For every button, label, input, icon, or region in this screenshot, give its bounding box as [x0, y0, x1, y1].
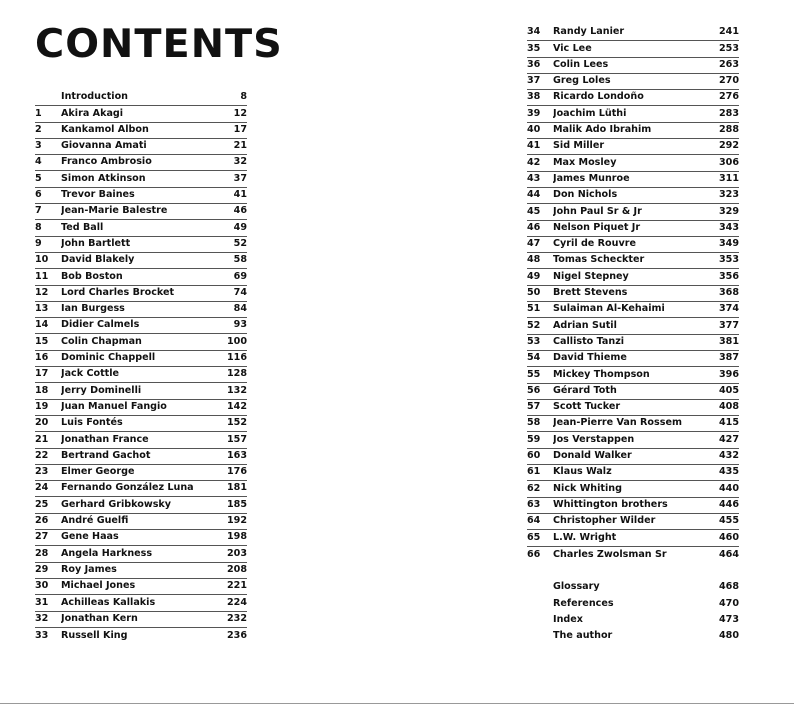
- toc-entry: [527, 286, 739, 302]
- toc-entry-name: L.W. Wright: [553, 531, 617, 543]
- toc-entry-page: 323: [718, 189, 739, 201]
- toc-entry-num: 7: [35, 205, 42, 217]
- toc-entry-page: 116: [226, 352, 247, 364]
- toc-entry-num: 29: [35, 563, 49, 575]
- toc-entry-name: Jonathan France: [61, 433, 149, 445]
- toc-entry-num: 61: [527, 466, 541, 478]
- toc-entry-name: Mickey Thompson: [553, 368, 650, 380]
- toc-entry-page: 460: [718, 531, 739, 543]
- toc-entry-name: Adrian Sutil: [553, 319, 617, 331]
- toc-entry: [527, 58, 739, 74]
- toc-entry-num: 40: [527, 124, 541, 136]
- toc-entry-page: 17: [233, 123, 247, 135]
- toc-entry-num: 8: [35, 221, 42, 233]
- spacer: [527, 563, 739, 579]
- toc-entry-name: John Paul Sr & Jr: [553, 205, 642, 217]
- toc-entry-name: Callisto Tanzi: [553, 335, 625, 347]
- toc-entry: [527, 221, 739, 237]
- toc-entry-num: 44: [527, 189, 541, 201]
- toc-entry: [527, 579, 739, 595]
- toc-entry-page: 464: [718, 548, 739, 560]
- toc-entry: [35, 400, 247, 416]
- toc-entry: [527, 628, 739, 644]
- toc-entry-name: Klaus Walz: [553, 466, 612, 478]
- toc-entry-num: 45: [527, 205, 541, 217]
- toc-entry: [527, 74, 739, 90]
- toc-entry-page: 470: [718, 597, 739, 609]
- toc-entry-page: 356: [718, 270, 739, 282]
- toc-entry-num: 25: [35, 498, 49, 510]
- toc-entry-page: 405: [718, 384, 739, 396]
- toc-entry-name: Vic Lee: [553, 42, 592, 54]
- toc-entry-name: Gene Haas: [61, 531, 119, 543]
- toc-entry-num: 4: [35, 156, 42, 168]
- toc-entry-num: 28: [35, 547, 49, 559]
- toc-entry-page: 221: [226, 580, 247, 592]
- toc-entry-page: 306: [718, 156, 739, 168]
- toc-entry-num: 50: [527, 287, 541, 299]
- toc-entry-page: 157: [226, 433, 247, 445]
- toc-entry: [527, 188, 739, 204]
- toc-entry-page: 163: [226, 449, 247, 461]
- toc-entry-name: Bertrand Gachot: [61, 449, 151, 461]
- toc-entry-num: 15: [35, 335, 49, 347]
- toc-entry: [35, 416, 247, 432]
- toc-entry-num: 53: [527, 335, 541, 347]
- toc-entry-page: 69: [233, 270, 247, 282]
- toc-entry-num: 14: [35, 319, 49, 331]
- toc-entry-page: 349: [718, 238, 739, 250]
- toc-entry-page: 236: [226, 630, 247, 642]
- toc-left-column: [35, 90, 247, 644]
- toc-entry-num: 62: [527, 482, 541, 494]
- toc-entry-page: 32: [233, 156, 247, 168]
- toc-entry-name: References: [553, 597, 614, 609]
- toc-entry-page: 468: [718, 581, 739, 593]
- toc-entry-page: 224: [226, 596, 247, 608]
- toc-entry-num: 63: [527, 498, 541, 510]
- page-bottom-divider: [0, 703, 794, 704]
- toc-entry-page: 132: [226, 384, 247, 396]
- toc-entry: [527, 595, 739, 611]
- toc-entry-name: Joachim Lüthi: [553, 107, 627, 119]
- toc-entry-page: 84: [233, 303, 247, 315]
- toc-entry-name: Index: [553, 613, 583, 625]
- toc-entry: [527, 172, 739, 188]
- toc-entry-name: John Bartlett: [61, 237, 131, 249]
- toc-entry: [35, 628, 247, 644]
- toc-entry-num: 27: [35, 531, 49, 543]
- toc-entry-num: 30: [35, 580, 49, 592]
- toc-entry-num: 34: [527, 26, 541, 38]
- toc-entry-num: 47: [527, 238, 541, 250]
- toc-entry: [527, 155, 739, 171]
- toc-entry-page: 152: [226, 417, 247, 429]
- toc-entry-name: Ricardo Londoño: [553, 91, 644, 103]
- toc-entry-num: 2: [35, 123, 42, 135]
- toc-entry-name: Tomas Scheckter: [553, 254, 645, 266]
- toc-entry-num: 36: [527, 58, 541, 70]
- toc-entry: [35, 220, 247, 236]
- toc-entry-num: 39: [527, 107, 541, 119]
- toc-entry: [527, 41, 739, 57]
- toc-right-column: [527, 25, 739, 644]
- toc-entry-name: Elmer George: [61, 466, 135, 478]
- toc-entry: [527, 400, 739, 416]
- toc-entry-num: 18: [35, 384, 49, 396]
- toc-entry-page: 329: [718, 205, 739, 217]
- toc-entry-name: James Munroe: [553, 172, 630, 184]
- toc-entry-name: Ian Burgess: [61, 303, 125, 315]
- toc-entry: [527, 90, 739, 106]
- toc-entry-num: 37: [527, 75, 541, 87]
- toc-entry: [527, 123, 739, 139]
- toc-entry: [35, 302, 247, 318]
- toc-entry: [35, 514, 247, 530]
- toc-entry-name: Gérard Toth: [553, 384, 617, 396]
- toc-entry-name: Kankamol Albon: [61, 123, 149, 135]
- toc-entry-page: 198: [226, 531, 247, 543]
- toc-entry: [35, 351, 247, 367]
- toc-entry-name: Fernando González Luna: [61, 482, 194, 494]
- toc-entry-num: 64: [527, 515, 541, 527]
- toc-entry-page: 21: [233, 140, 247, 152]
- toc-entry-page: 203: [226, 547, 247, 559]
- toc-entry: [527, 25, 739, 41]
- toc-entry-page: 142: [226, 400, 247, 412]
- toc-entry-num: 54: [527, 352, 541, 364]
- toc-entry: [35, 595, 247, 611]
- toc-entry-page: 176: [226, 466, 247, 478]
- toc-entry: [527, 351, 739, 367]
- toc-entry-name: Roy James: [61, 563, 117, 575]
- toc-entry: [527, 547, 739, 563]
- toc-entry-num: 16: [35, 352, 49, 364]
- toc-entry-page: 446: [718, 498, 739, 510]
- toc-entry-name: David Thieme: [553, 352, 627, 364]
- toc-entry: [35, 497, 247, 513]
- toc-entry-name: Don Nichols: [553, 189, 618, 201]
- toc-entry: [35, 286, 247, 302]
- toc-entry: [35, 481, 247, 497]
- toc-entry-num: 10: [35, 254, 49, 266]
- toc-entry: [527, 465, 739, 481]
- toc-entry-num: 49: [527, 270, 541, 282]
- toc-entry-name: Max Mosley: [553, 156, 617, 168]
- toc-entry-name: Gerhard Gribkowsky: [61, 498, 172, 510]
- toc-entry: [35, 432, 247, 448]
- toc-entry: [35, 546, 247, 562]
- toc-entry-page: 270: [718, 75, 739, 87]
- toc-entry: [527, 204, 739, 220]
- toc-back-matter: [527, 579, 739, 644]
- toc-entry-num: 60: [527, 450, 541, 462]
- toc-entry: [35, 253, 247, 269]
- toc-entry-num: 21: [35, 433, 49, 445]
- toc-entry-name: Lord Charles Brocket: [61, 286, 175, 298]
- toc-entry-page: 292: [718, 140, 739, 152]
- toc-entry: [35, 449, 247, 465]
- toc-entry-page: 381: [718, 335, 739, 347]
- toc-entry-page: 208: [226, 563, 247, 575]
- toc-entry-num: 66: [527, 548, 541, 560]
- toc-entry-page: 396: [718, 368, 739, 380]
- toc-entry-num: 6: [35, 189, 42, 201]
- toc-entry-page: 283: [718, 107, 739, 119]
- toc-entry: [35, 123, 247, 139]
- toc-entry-num: 19: [35, 400, 49, 412]
- toc-entry-page: 276: [718, 91, 739, 103]
- toc-entry-name: Didier Calmels: [61, 319, 140, 331]
- toc-entry-page: 455: [718, 515, 739, 527]
- toc-entry-page: 432: [718, 450, 739, 462]
- toc-entry-num: 43: [527, 172, 541, 184]
- toc-entry-num: 9: [35, 237, 42, 249]
- toc-entry: [35, 579, 247, 595]
- toc-entry: [527, 612, 739, 628]
- toc-entry-page: 41: [233, 189, 247, 201]
- toc-entry-name: Jack Cottle: [61, 368, 120, 380]
- toc-entry-page: 473: [718, 613, 739, 625]
- toc-entry-name: Sid Miller: [553, 140, 605, 152]
- toc-entry-page: 311: [718, 172, 739, 184]
- toc-entry-page: 377: [718, 319, 739, 331]
- toc-entry-page: 374: [718, 303, 739, 315]
- toc-entry-page: 408: [718, 401, 739, 413]
- toc-entry-name: Scott Tucker: [553, 401, 621, 413]
- toc-entry-num: 59: [527, 433, 541, 445]
- toc-entry-num: 17: [35, 368, 49, 380]
- toc-entry: [527, 269, 739, 285]
- toc-entry: [35, 188, 247, 204]
- toc-entry: [527, 416, 739, 432]
- toc-entry-page: 181: [226, 482, 247, 494]
- toc-entry-name: Trevor Baines: [61, 189, 135, 201]
- toc-entry-name: Malik Ado Ibrahim: [553, 124, 652, 136]
- toc-entry-page: 368: [718, 287, 739, 299]
- toc-entry-name: Jean-Pierre Van Rossem: [553, 417, 682, 429]
- toc-entry-num: 23: [35, 466, 49, 478]
- toc-entry-name: Russell King: [61, 630, 128, 642]
- toc-entry-name: Franco Ambrosio: [61, 156, 152, 168]
- toc-entry-page: 37: [233, 172, 247, 184]
- toc-entry-page: 253: [718, 42, 739, 54]
- toc-entry-name: Christopher Wilder: [553, 515, 656, 527]
- toc-entry-page: 49: [233, 221, 247, 233]
- toc-entry: [35, 90, 247, 106]
- toc-entry-page: 263: [718, 58, 739, 70]
- toc-entry-page: 58: [233, 254, 247, 266]
- toc-entry-page: 343: [718, 221, 739, 233]
- toc-entry-num: 52: [527, 319, 541, 331]
- toc-entry-name: Introduction: [61, 91, 128, 103]
- toc-entry-num: 57: [527, 401, 541, 413]
- toc-entry: [35, 367, 247, 383]
- toc-entry-page: 52: [233, 237, 247, 249]
- toc-entry-num: 46: [527, 221, 541, 233]
- toc-entry-name: Ted Ball: [61, 221, 104, 233]
- toc-entry-num: 22: [35, 449, 49, 461]
- toc-entry-num: 38: [527, 91, 541, 103]
- toc-entry-page: 435: [718, 466, 739, 478]
- toc-entry-page: 288: [718, 124, 739, 136]
- toc-entry-name: Colin Chapman: [61, 335, 142, 347]
- toc-entry-name: Jerry Dominelli: [61, 384, 142, 396]
- toc-entry-num: 55: [527, 368, 541, 380]
- toc-entry-page: 427: [718, 433, 739, 445]
- toc-entry-name: Nelson Piquet Jr: [553, 221, 641, 233]
- toc-entry-name: Jonathan Kern: [61, 612, 138, 624]
- toc-entry-name: Simon Atkinson: [61, 172, 146, 184]
- toc-entry-page: 241: [718, 26, 739, 38]
- toc-entry-name: Greg Loles: [553, 75, 611, 87]
- toc-entry-page: 12: [233, 107, 247, 119]
- toc-entry-name: Colin Lees: [553, 58, 609, 70]
- toc-entry-num: 20: [35, 417, 49, 429]
- toc-entry-name: Akira Akagi: [61, 107, 124, 119]
- toc-entry: [527, 106, 739, 122]
- toc-entry-num: 13: [35, 303, 49, 315]
- toc-entry-num: 26: [35, 515, 49, 527]
- toc-entry-page: 440: [718, 482, 739, 494]
- toc-entry-num: 48: [527, 254, 541, 266]
- toc-entry: [35, 530, 247, 546]
- toc-entry-num: 51: [527, 303, 541, 315]
- toc-entry-num: 33: [35, 630, 49, 642]
- toc-entry: [527, 498, 739, 514]
- toc-entry-num: 3: [35, 140, 42, 152]
- toc-entry-name: Bob Boston: [61, 270, 123, 282]
- toc-entry-page: 100: [226, 335, 247, 347]
- toc-entry: [527, 530, 739, 546]
- toc-entry-page: 74: [233, 286, 247, 298]
- toc-entry-name: Whittington brothers: [553, 498, 668, 510]
- toc-entry: [527, 237, 739, 253]
- toc-entry: [527, 432, 739, 448]
- toc-entry: [527, 335, 739, 351]
- toc-entry-name: Charles Zwolsman Sr: [553, 548, 667, 560]
- toc-entry: [35, 612, 247, 628]
- toc-entry-page: 232: [226, 612, 247, 624]
- toc-entry: [35, 465, 247, 481]
- toc-entry-num: 1: [35, 107, 42, 119]
- toc-entry-page: 415: [718, 417, 739, 429]
- toc-entry-page: 128: [226, 368, 247, 380]
- toc-entry-num: 41: [527, 140, 541, 152]
- toc-entry-num: 12: [35, 286, 49, 298]
- toc-entry: [35, 204, 247, 220]
- toc-entry-name: Jos Verstappen: [553, 433, 635, 445]
- toc-entry-name: Luis Fontés: [61, 417, 123, 429]
- toc-entry: [35, 318, 247, 334]
- toc-entry-page: 387: [718, 352, 739, 364]
- toc-entry-name: Nigel Stepney: [553, 270, 629, 282]
- toc-entry-name: Giovanna Amati: [61, 140, 147, 152]
- toc-entry: [527, 302, 739, 318]
- toc-chapters-right: [527, 25, 739, 563]
- toc-entry-name: Michael Jones: [61, 580, 136, 592]
- toc-entry-page: 353: [718, 254, 739, 266]
- toc-entry-page: 192: [226, 515, 247, 527]
- toc-entry-name: Cyril de Rouvre: [553, 238, 636, 250]
- toc-entry-num: 31: [35, 596, 49, 608]
- toc-entry: [527, 253, 739, 269]
- toc-entry-num: 24: [35, 482, 49, 494]
- toc-entry-name: Randy Lanier: [553, 26, 625, 38]
- toc-entry-name: Achilleas Kallakis: [61, 596, 156, 608]
- toc-entry-num: 42: [527, 156, 541, 168]
- toc-entry-name: The author: [553, 630, 613, 642]
- toc-entry-name: André Guelfi: [61, 515, 129, 527]
- toc-entry: [527, 481, 739, 497]
- toc-entry: [35, 563, 247, 579]
- toc-entry-name: Angela Harkness: [61, 547, 153, 559]
- toc-entry-name: Juan Manuel Fangio: [61, 400, 167, 412]
- toc-entry: [527, 318, 739, 334]
- toc-entry: [35, 269, 247, 285]
- toc-entry-name: Sulaiman Al-Kehaimi: [553, 303, 665, 315]
- toc-entry-num: 35: [527, 42, 541, 54]
- toc-entry-num: 56: [527, 384, 541, 396]
- toc-entry-num: 65: [527, 531, 541, 543]
- toc-entry-num: 5: [35, 172, 42, 184]
- page-title: CONTENTS: [35, 22, 283, 67]
- toc-entry-name: Brett Stevens: [553, 287, 628, 299]
- toc-entry: [35, 139, 247, 155]
- toc-entry-page: 185: [226, 498, 247, 510]
- toc-entry: [527, 139, 739, 155]
- toc-entry-name: Dominic Chappell: [61, 352, 156, 364]
- toc-entry-num: 11: [35, 270, 49, 282]
- toc-entry: [527, 449, 739, 465]
- toc-entry: [527, 384, 739, 400]
- toc-entry: [35, 334, 247, 350]
- toc-entry-num: 32: [35, 612, 49, 624]
- toc-entry-page: 46: [233, 205, 247, 217]
- toc-entry-page: 93: [233, 319, 247, 331]
- toc-entry: [35, 106, 247, 122]
- toc-entry: [527, 367, 739, 383]
- toc-entry-page: 8: [240, 91, 247, 103]
- toc-entry-name: Nick Whiting: [553, 482, 622, 494]
- toc-entry-name: David Blakely: [61, 254, 135, 266]
- toc-entry: [35, 155, 247, 171]
- toc-entry-name: Jean-Marie Balestre: [61, 205, 168, 217]
- toc-entry: [527, 514, 739, 530]
- toc-entry: [35, 237, 247, 253]
- toc-entry-name: Glossary: [553, 581, 600, 593]
- toc-entry-page: 480: [718, 630, 739, 642]
- toc-entry-num: 58: [527, 417, 541, 429]
- toc-entry: [35, 383, 247, 399]
- toc-entry: [35, 171, 247, 187]
- toc-entry-name: Donald Walker: [553, 450, 632, 462]
